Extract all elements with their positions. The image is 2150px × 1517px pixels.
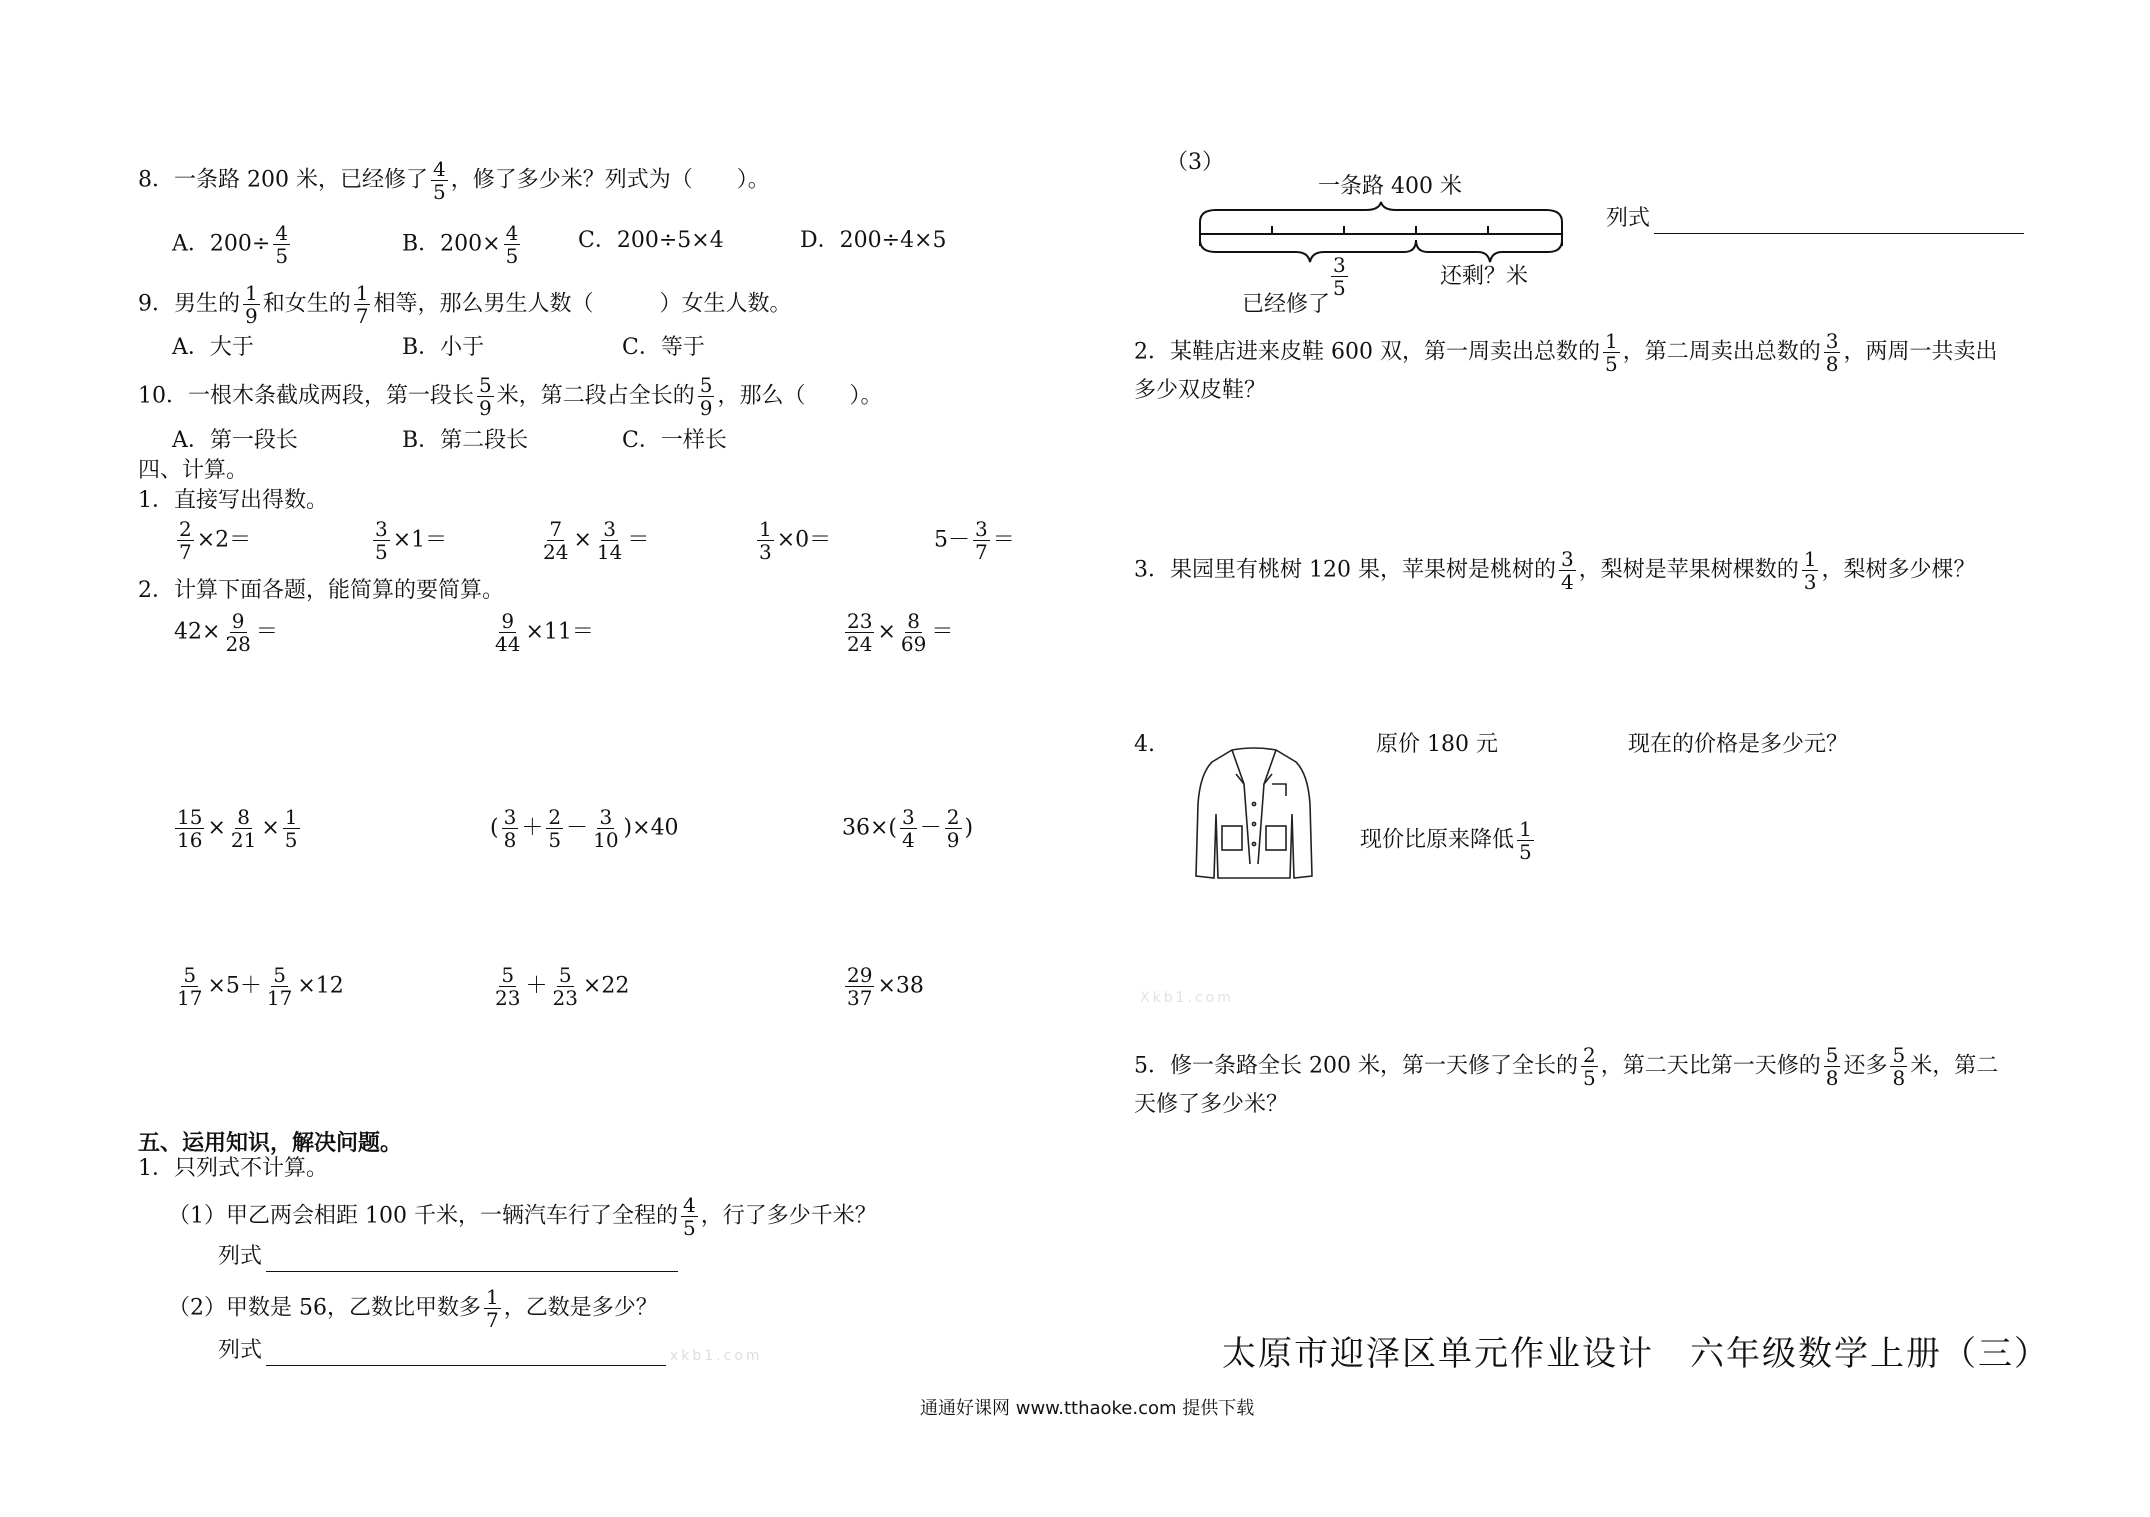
top-brace xyxy=(1200,202,1562,222)
calc-3: $\frac{23}{24}$ × $\frac{8}{69}$ ＝ xyxy=(847,609,954,656)
answer-line[interactable] xyxy=(266,1339,666,1366)
problem-3-answer[interactable]: 列式 xyxy=(1606,204,2024,234)
q10-option-c: C．一样长 xyxy=(622,428,727,453)
section-4-part-2: 2．计算下面各题，能简算的要简算。 xyxy=(138,578,504,603)
problem-1: （1）甲乙两会相距 100 千米，一辆汽车行了全程的 $\frac{4}{5}$ ，行了多少千米？ xyxy=(168,1193,877,1240)
oral-calc-4: $\frac{1}{3}$ ×0＝ xyxy=(759,517,832,564)
calc-6: 36×( $\frac{3}{4}$ － $\frac{2}{9}$ ) xyxy=(842,805,974,852)
road-diagram xyxy=(1196,200,1566,270)
question-10: 10．一根木条截成两段，第一段长 $\frac{5}{9}$ 米，第二段占全长的 $\frac{5}{9}$ ，那么（ ）。 xyxy=(138,373,883,420)
oral-calc-2: $\frac{3}{5}$ ×1＝ xyxy=(375,517,448,564)
source-credit: 通通好课网 www.tthaoke.com 提供下载 xyxy=(920,1398,1255,1419)
q8-option-b: B．200× $\frac{4}{5}$ xyxy=(402,221,519,268)
repaired-fraction: $\frac{3}{5}$ xyxy=(1333,253,1346,300)
oral-calc-3: $\frac{7}{24}$ × $\frac{3}{14}$ ＝ xyxy=(543,517,650,564)
remaining-label: 还剩？米 xyxy=(1440,264,1529,289)
section-5-part-1: 1．只列式不计算。 xyxy=(138,1156,328,1181)
q10-option-b: B．第二段长 xyxy=(402,428,529,453)
road-length-label: 一条路 400 米 xyxy=(1318,174,1462,199)
word-problem-5: 5．修一条路全长 200 米，第一天修了全长的 $\frac{2}{5}$ ，第二天比第一天修的 $\frac{5}{8}$ 还多 $\frac{5}{8}$ 米，第二 xyxy=(1134,1043,1999,1090)
calc-9: $\frac{29}{37}$ ×38 xyxy=(847,963,924,1010)
repaired-brace xyxy=(1200,240,1416,262)
remaining-brace xyxy=(1416,240,1562,262)
jacket-icon xyxy=(1192,744,1316,886)
question-8: 8．一条路 200 米，已经修了 $\frac{4}{5}$ ，修了多少米？列式为（ ）。 xyxy=(138,157,770,204)
calc-8: $\frac{5}{23}$ ＋ $\frac{5}{23}$ ×22 xyxy=(495,963,630,1010)
problem-3-number: （3） xyxy=(1166,150,1224,175)
calc-4: $\frac{15}{16}$ × $\frac{8}{21}$ × $\frac{1}{5}$ xyxy=(177,805,298,852)
q9-option-b: B．小于 xyxy=(402,335,485,360)
word-problem-4-number: 4. xyxy=(1134,732,1155,757)
answer-line[interactable] xyxy=(266,1245,678,1272)
question-9: 9．男生的 $\frac{1}{9}$ 和女生的 $\frac{1}{7}$ 相等，那么男生人数（ ）女生人数。 xyxy=(138,281,792,328)
q8-option-d: D．200÷4×5 xyxy=(800,228,947,253)
word-problem-2-line-2: 多少双皮鞋？ xyxy=(1134,378,1267,403)
section-5-heading: 五、运用知识，解决问题。 xyxy=(138,1130,403,1156)
word-problem-5-line-2: 天修了多少米？ xyxy=(1134,1092,1289,1117)
section-4-heading: 四、计算。 xyxy=(138,458,249,483)
original-price: 原价 180 元 xyxy=(1376,732,1498,757)
oral-calc-1: $\frac{2}{7}$ ×2＝ xyxy=(179,517,252,564)
price-reduction: 现价比原来降低 $\frac{1}{5}$ xyxy=(1360,817,1532,864)
answer-line[interactable] xyxy=(1654,207,2024,234)
calc-1: 42× $\frac{9}{28}$ ＝ xyxy=(174,609,278,656)
word-problem-4-question: 现在的价格是多少元？ xyxy=(1628,732,1849,757)
calc-5: ( $\frac{3}{8}$ ＋ $\frac{2}{5}$ － $\frac{3}{10}$ )×40 xyxy=(490,805,679,852)
problem-2-answer[interactable]: 列式 xyxy=(218,1336,666,1366)
word-problem-3: 3．果园里有桃树 120 果，苹果树是桃树的 $\frac{3}{4}$ ，梨树是苹果树棵数的 $\frac{1}{3}$ ，梨树多少棵？ xyxy=(1134,547,1976,594)
q9-option-a: A．大于 xyxy=(172,335,254,360)
oral-calc-5: 5－ $\frac{3}{7}$ ＝ xyxy=(934,517,1015,564)
q10-option-a: A．第一段长 xyxy=(172,428,298,453)
repaired-label: 已经修了 xyxy=(1242,292,1331,317)
q8-option-c: C．200÷5×4 xyxy=(578,228,724,253)
fraction: $\frac{4}{5}$ xyxy=(432,157,446,204)
word-problem-2: 2．某鞋店进来皮鞋 600 双，第一周卖出总数的 $\frac{1}{5}$ ，第二周卖出总数的 $\frac{3}{8}$ ，两周一共卖出 xyxy=(1134,329,1998,376)
problem-1-answer[interactable]: 列式 xyxy=(218,1242,678,1272)
q9-option-c: C．等于 xyxy=(622,335,705,360)
document-footer-title: 太原市迎泽区单元作业设计 六年级数学上册（三） xyxy=(1222,1334,2050,1374)
section-4-part-1: 1．直接写出得数。 xyxy=(138,488,328,513)
watermark: Xkb1.com xyxy=(1140,990,1234,1006)
calc-7: $\frac{5}{17}$ ×5＋ $\frac{5}{17}$ ×12 xyxy=(177,963,344,1010)
problem-2: （2）甲数是 56，乙数比甲数多 $\frac{1}{7}$ ，乙数是多少？ xyxy=(168,1285,658,1332)
calc-2: $\frac{9}{44}$ ×11＝ xyxy=(495,609,594,656)
watermark: xkb1.com xyxy=(670,1348,763,1364)
q8-option-a: A．200÷ $\frac{4}{5}$ xyxy=(172,221,289,268)
